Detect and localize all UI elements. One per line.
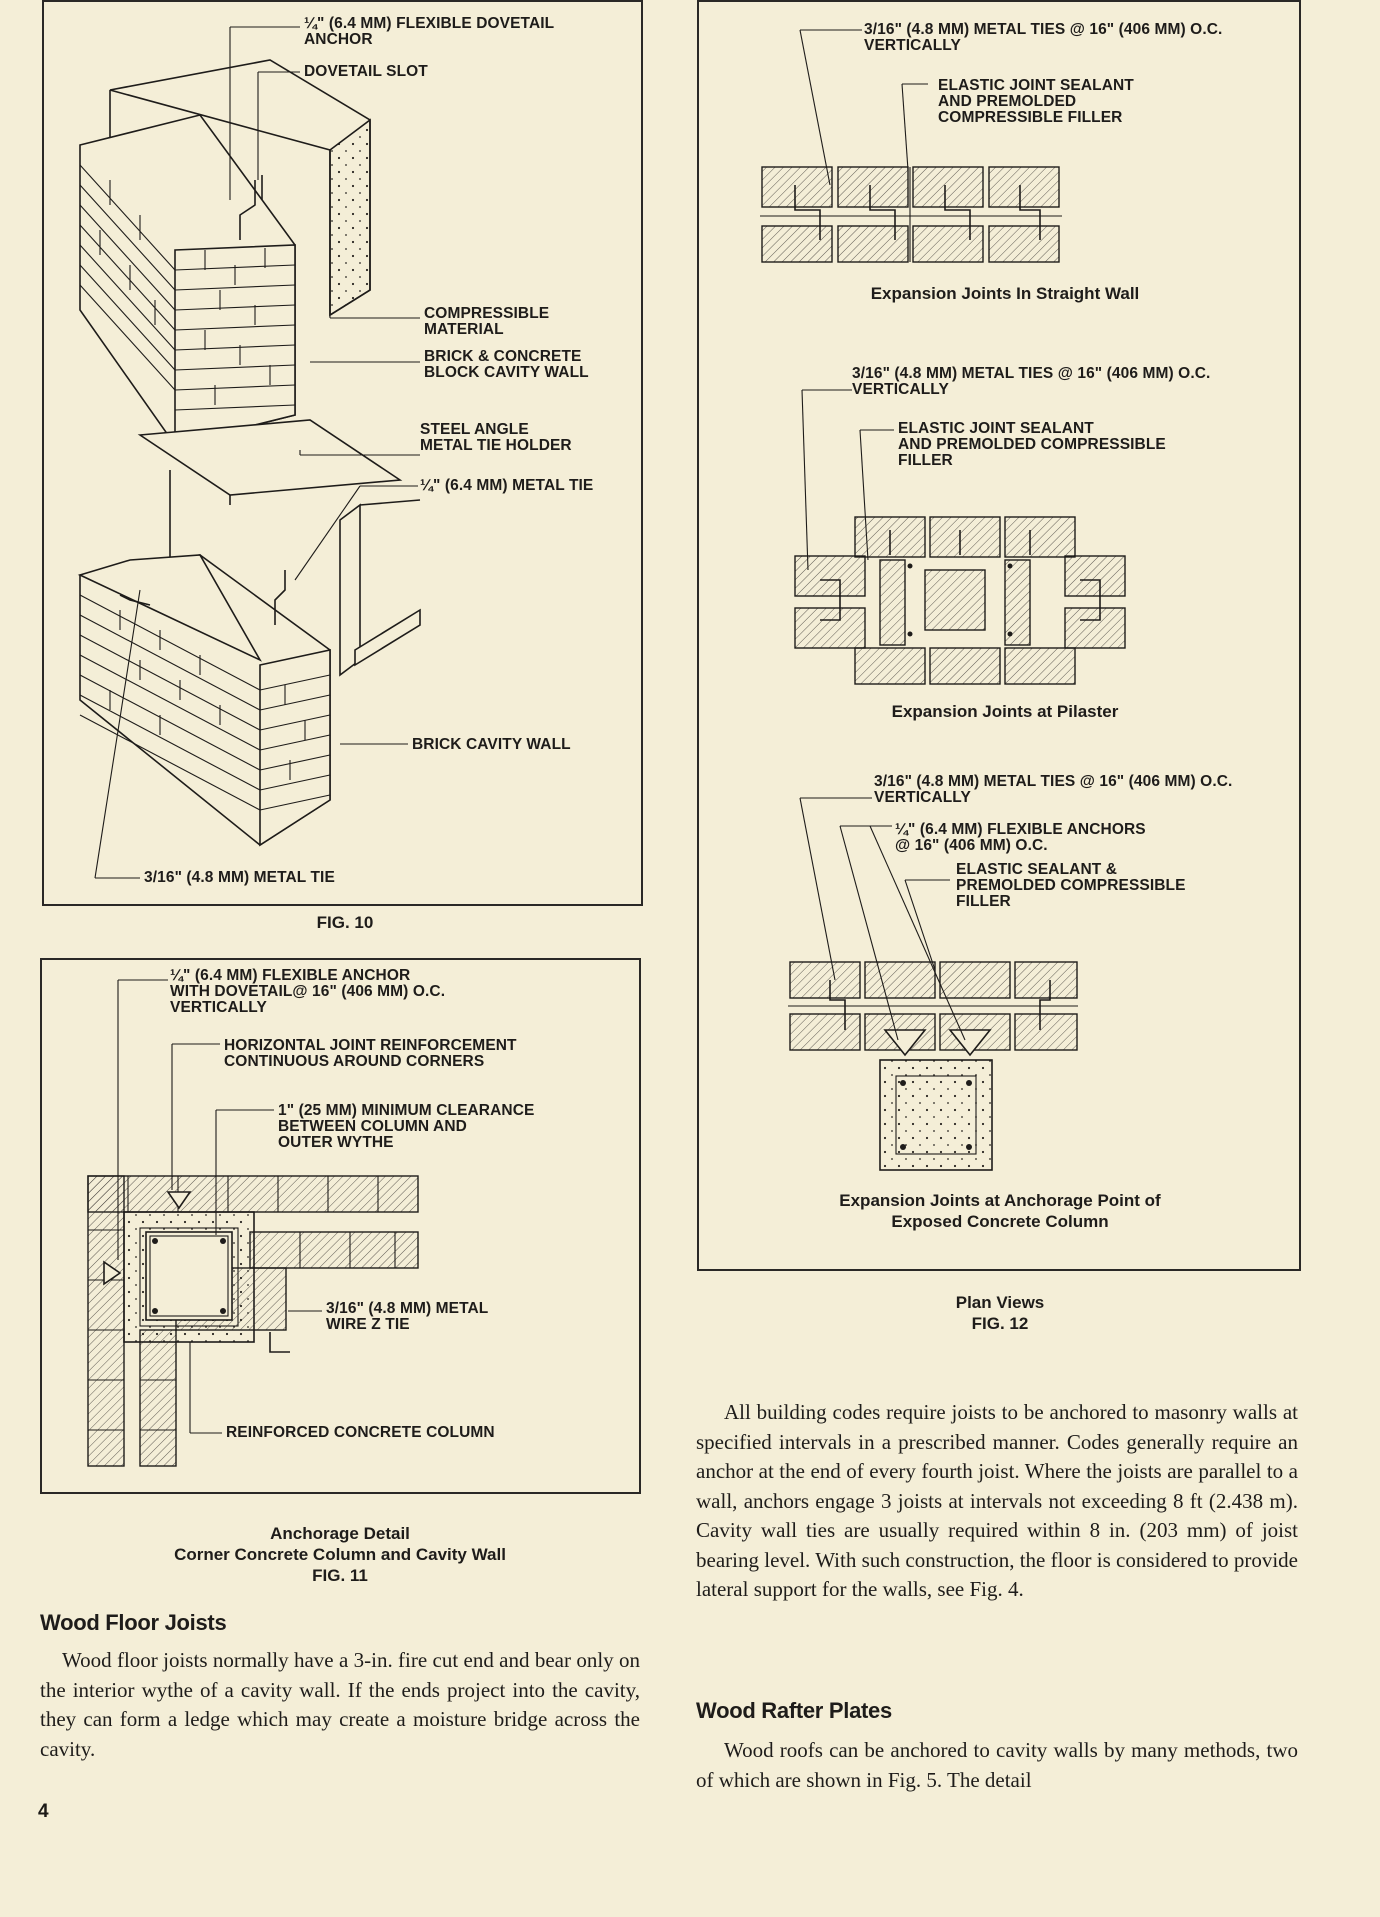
fig10-label-metal-tie-316: 3/16" (4.8 MM) METAL TIE	[144, 869, 335, 886]
fig11-label-clearance: 1" (25 MM) MINIMUM CLEARANCE BETWEEN COLUMN AND OUTER WYTHE	[278, 1102, 535, 1151]
fig12-column-label-anchors: ¼" (6.4 MM) FLEXIBLE ANCHORS @ 16" (406 MM) O.C.	[895, 821, 1146, 854]
fig12-straight-wall	[760, 30, 1062, 262]
fig12-caption: Plan Views FIG. 12	[955, 1293, 1045, 1333]
fig12-column-label-ties: 3/16" (4.8 MM) METAL TIES @ 16" (406 MM) O.C. VERTICALLY	[874, 773, 1233, 806]
fig11-label-horiz-joint: HORIZONTAL JOINT REINFORCEMENT CONTINUOUS AROUND CORNERS	[224, 1037, 517, 1070]
fig12-column-label-sealant: ELASTIC SEALANT & PREMOLDED COMPRESSIBLE FILLER	[956, 861, 1186, 910]
joist-anchoring-paragraph: All building codes require joists to be anchored to masonry walls at specified intervals in a prescribed manner. Codes generally require an anchor at the end of every fourth joist. Where the joists are parallel to a wall, anchors engage 3 joists at intervals not exceeding 8 ft (2.438 m). Cavity wall ties are usually required within 8 in. (203 mm) of joist bearing level. With such construction, the floor is considered to provide lateral support for the walls, see Fig. 4.	[696, 1400, 1298, 1601]
wood-rafter-plates-heading: Wood Rafter Plates	[696, 1698, 892, 1723]
fig10-label-brick-concrete: BRICK & CONCRETE BLOCK CAVITY WALL	[424, 348, 589, 381]
fig12-column-caption: Expansion Joints at Anchorage Point of Exposed Concrete Column	[839, 1191, 1161, 1231]
fig10-label-steel-angle: STEEL ANGLE METAL TIE HOLDER	[420, 421, 572, 454]
fig10-label-compressible: COMPRESSIBLE MATERIAL	[424, 305, 550, 338]
fig12-straight-label-sealant: ELASTIC JOINT SEALANT AND PREMOLDED COMPRESSIBLE FILLER	[938, 77, 1134, 126]
fig11-label-column: REINFORCED CONCRETE COLUMN	[226, 1424, 495, 1441]
fig10-label-metal-tie-quarter: ¼" (6.4 MM) METAL TIE	[420, 477, 594, 494]
fig10-caption: FIG. 10	[316, 913, 374, 932]
fig10-label-brick-cavity: BRICK CAVITY WALL	[412, 736, 571, 753]
wood-floor-joists-paragraph: Wood floor joists normally have a 3-in. fire cut end and bear only on the interior wythe of a cavity wall. If the ends project into the cavity, they can form a ledge which may create a moisture bridge across the cavity.	[40, 1648, 640, 1761]
fig10-label-dovetail-slot: DOVETAIL SLOT	[304, 63, 428, 80]
fig12-pilaster-label-ties: 3/16" (4.8 MM) METAL TIES @ 16" (406 MM) O.C. VERTICALLY	[852, 365, 1211, 398]
fig12-pilaster-label-sealant: ELASTIC JOINT SEALANT AND PREMOLDED COMPRESSIBLE FILLER	[898, 420, 1166, 469]
fig11-caption: Anchorage Detail Corner Concrete Column and Cavity Wall FIG. 11	[174, 1524, 506, 1585]
fig11-label-flex-anchor: ¼" (6.4 MM) FLEXIBLE ANCHOR WITH DOVETAIL@ 16" (406 MM) O.C. VERTICALLY	[170, 967, 446, 1016]
wood-rafter-plates-paragraph: Wood roofs can be anchored to cavity walls by many methods, two of which are shown in Fig. 5. The detail	[696, 1738, 1298, 1792]
fig12-straight-label-ties: 3/16" (4.8 MM) METAL TIES @ 16" (406 MM) O.C. VERTICALLY	[864, 21, 1223, 54]
fig11-label-wire-z: 3/16" (4.8 MM) METAL WIRE Z TIE	[326, 1300, 489, 1333]
wood-floor-joists-heading: Wood Floor Joists	[40, 1610, 227, 1635]
fig10-label-dovetail-anchor: ¼" (6.4 MM) FLEXIBLE DOVETAIL ANCHOR	[304, 15, 555, 48]
fig12-pilaster-caption: Expansion Joints at Pilaster	[891, 702, 1119, 721]
page-number: 4	[38, 1801, 49, 1822]
fig12-straight-caption: Expansion Joints In Straight Wall	[870, 284, 1140, 303]
